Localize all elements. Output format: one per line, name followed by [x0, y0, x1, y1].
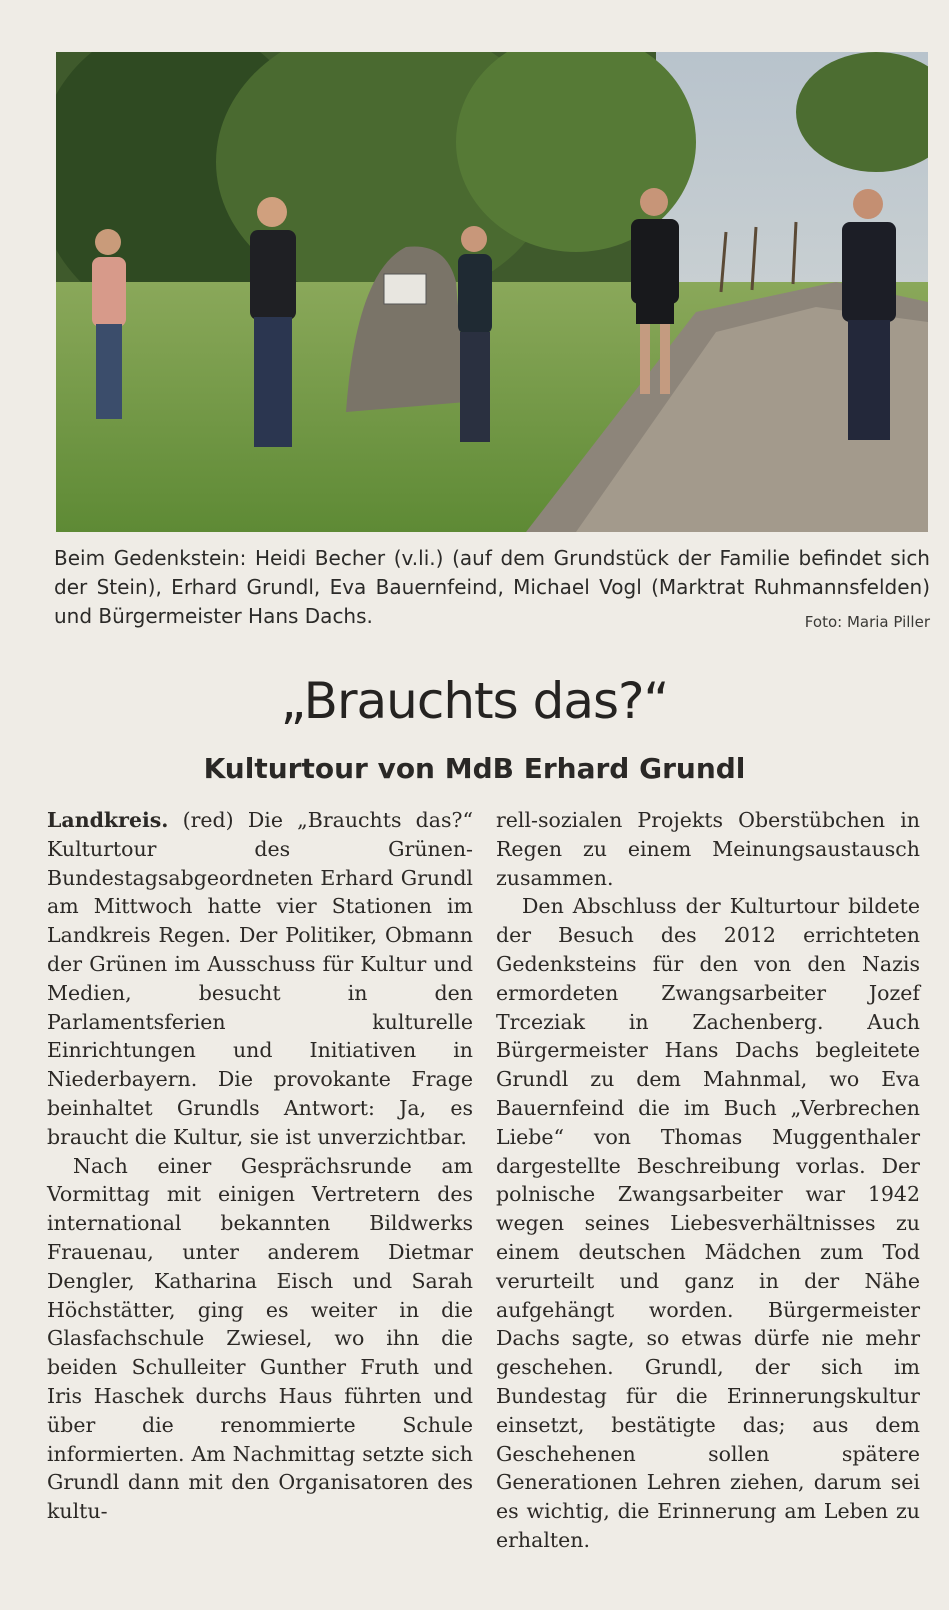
article-photo [56, 52, 928, 532]
paragraph-1 [47, 806, 473, 1152]
paragraph-4: Den Abschluss der Kulturtour bildete der Besuch des 2012 errichteten Gedenksteins für den von den Nazis ermordeten Zwangsarbeiter Jozef Trceziak in Zachenberg. Auch Bürgermeister Hans Dachs begleitete Grundl zu dem Mahnmal, wo Eva Bauernfeind die im Buch „Verbrechen Liebe“ von Thomas Muggenthaler dargestellte Beschreibung vorlas. Der polnische Zwangsarbeiter war 1942 wegen seines Liebesverhältnisses zu einem deutschen Mädchen zum Tod verurteilt und ganz in der Nähe aufgehängt worden. Bürgermeister Dachs sagte, so etwas dürfe nie mehr geschehen. Grundl, der sich im Bundestag für die Erinnerungskultur einsetzt, bestätigte das; aus dem Geschehenen sollen spätere Generationen Lehren ziehen, darum sei es wichtig, die Erinnerung am Leben zu erhalten. [496, 894, 920, 1552]
dateline: Landkreis. [47, 808, 169, 832]
photo-caption [54, 544, 930, 637]
subheadline: Kulturtour von MdB Erhard Grundl [203, 752, 746, 785]
paragraph-1-text: (red) Die „Brauchts das?“ Kulturtour des Grünen-Bundestagsabgeordneten Erhard Grundl am Mittwoch hatte vier Stationen im Landkreis Regen. Der Politiker, Obmann der Grünen im Ausschuss für Kultur und Medien, besucht in den Parlamentsferien kulturelle Einrichtungen und Initiativen in Niederbayern. Die provokante Frage beinhaltet Grundls Antwort: Ja, es braucht die Kultur, sie ist unverzichtbar. [47, 808, 473, 1149]
article-column-right [496, 806, 920, 1555]
caption-text: Beim Gedenkstein: Heidi Becher (v.li.) (auf dem Grundstück der Familie befindet sich der Stein), Erhard Grundl, Eva Bauernfeind, Michael Vogl (Marktrat Ruhmannsfelden) und Bürgermeister Hans Dachs. [54, 546, 930, 628]
paragraph-2: Nach einer Gesprächsrunde am Vormittag mit einigen Vertretern des international bekannten Bildwerks Frauenau, unter anderem Dietmar Dengler, Katharina Eisch und Sarah Höchstätter, ging es weiter in die Glasfachschule Zwiesel, wo ihn die beiden Schulleiter Gunther Fruth und Iris Haschek durchs Haus führten und über die renommierte Schule informierten. Am Nachmittag setzte sich Grundl dann mit den Organisatoren des kultu- [47, 1153, 473, 1524]
article-column-left [47, 806, 473, 1526]
headline: „Brauchts das?“ [280, 672, 669, 730]
group-photo-icon [56, 52, 928, 532]
paragraph-3: rell-sozialen Projekts Oberstübchen in Regen zu einem Meinungsaustausch zusammen. [496, 808, 920, 890]
photo-credit: Foto: Maria Piller [804, 613, 930, 631]
